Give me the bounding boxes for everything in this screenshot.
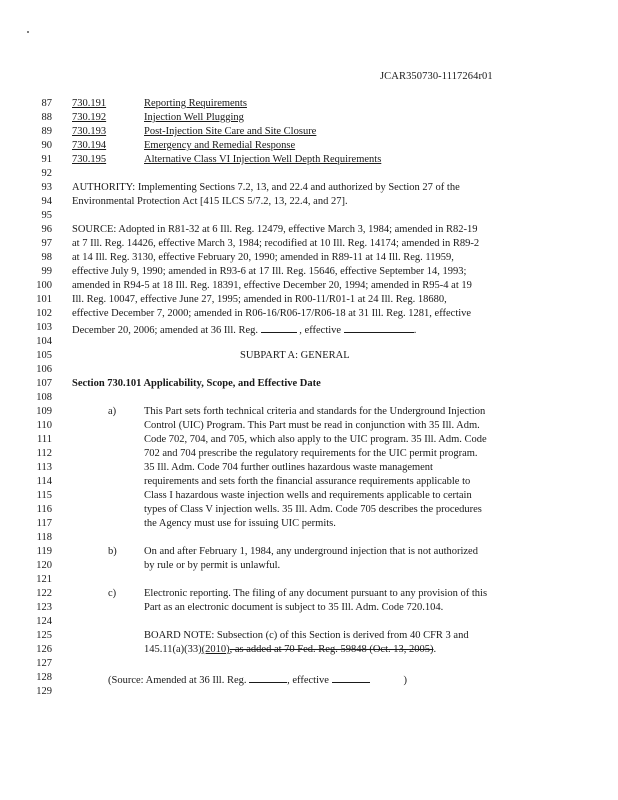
- toc-section-title: Post-Injection Site Care and Site Closure: [144, 126, 317, 137]
- source-line: [0, 307, 618, 321]
- blank-line: [0, 615, 618, 629]
- para-c-text: Part as an electronic document is subject to 35 Ill. Adm. Code 720.104.: [144, 602, 444, 613]
- para-b-text: On and after February 1, 1984, any underground injection that is not authorized: [144, 546, 478, 557]
- line-number: 116: [36, 504, 52, 515]
- board-note-line: [0, 629, 618, 643]
- source-text: effective July 9, 1990; amended in R93-6 at 17 Ill. Reg. 15646, effective September 14, 1993;: [72, 266, 467, 277]
- source-line: [0, 321, 618, 335]
- line-number: 102: [36, 308, 52, 319]
- line-number: 124: [36, 616, 52, 627]
- line-number: 112: [36, 448, 52, 459]
- blank-line: [0, 573, 618, 587]
- line-number: 91: [41, 154, 52, 165]
- authority-line: [0, 195, 618, 209]
- para-c-text: Electronic reporting. The filing of any document pursuant to any provision of this: [144, 588, 488, 599]
- line-number: 94: [41, 196, 52, 207]
- para-a-line: [0, 447, 618, 461]
- para-a-text: Class I hazardous waste injection wells and requirements applicable to certain: [144, 490, 472, 501]
- line-number: 118: [36, 532, 52, 543]
- period: .: [433, 644, 437, 655]
- source-line: [0, 279, 618, 293]
- line-number: 89: [41, 126, 52, 137]
- reg-page-blank: [261, 321, 297, 333]
- para-a-line: [0, 489, 618, 503]
- toc-row: [0, 125, 618, 139]
- toc-section-title: Injection Well Plugging: [144, 112, 244, 123]
- line-number: 105: [36, 350, 52, 361]
- section-heading-line: [0, 377, 618, 391]
- toc-section-title: Reporting Requirements: [144, 98, 247, 109]
- toc-section-title: Emergency and Remedial Response: [144, 140, 296, 151]
- line-number: 106: [36, 364, 52, 375]
- para-a-line: [0, 405, 618, 419]
- toc-section-number: 730.194: [72, 140, 107, 151]
- line-number: 98: [41, 252, 52, 263]
- toc-section-number: 730.193: [72, 126, 107, 137]
- line-number: 107: [36, 378, 52, 389]
- line-number: 120: [36, 560, 52, 571]
- line-number: 87: [41, 98, 52, 109]
- line-number: 125: [36, 630, 52, 641]
- para-a-text: This Part sets forth technical criteria and standards for the Underground Injection: [144, 406, 486, 417]
- para-a-line: [0, 461, 618, 475]
- board-note-line: [0, 643, 618, 657]
- line-number: 99: [41, 266, 52, 277]
- line-number: 122: [36, 588, 52, 599]
- para-b-line: [0, 545, 618, 559]
- para-a-text: Control (UIC) Program. This Part must be read in conjunction with 35 Ill. Adm.: [144, 420, 480, 431]
- scan-speck: [27, 31, 29, 33]
- authority-line: [0, 181, 618, 195]
- source-line: [0, 265, 618, 279]
- line-number: 96: [41, 224, 52, 235]
- line-number: 93: [41, 182, 52, 193]
- line-number: 108: [36, 392, 52, 403]
- para-a-line: [0, 517, 618, 531]
- line-number: 92: [41, 168, 52, 179]
- subpart-line: [0, 349, 618, 363]
- authority-text: Environmental Protection Act [415 ILCS 5/7.2, 13, 22.4, and 27].: [72, 196, 348, 207]
- para-a-text: requirements and sets forth the financial assurance requirements applicable to: [144, 476, 471, 487]
- line-number: 121: [36, 574, 52, 585]
- closing-paren: ): [403, 675, 408, 686]
- source-note-text: (Source: Amended at 36 Ill. Reg.: [108, 675, 247, 686]
- para-b-label: b): [108, 546, 117, 557]
- document-id: JCAR350730-1117264r01: [380, 71, 493, 82]
- source-text: December 20, 2006; amended at 36 Ill. Reg.: [72, 325, 259, 336]
- source-line: [0, 237, 618, 251]
- line-number: 110: [36, 420, 52, 431]
- toc-section-title: Alternative Class VI Injection Well Depth Requirements: [144, 154, 382, 165]
- blank-line: [0, 391, 618, 405]
- line-number: 103: [36, 322, 52, 333]
- line-number: 95: [41, 210, 52, 221]
- period: .: [413, 325, 417, 336]
- para-a-text: Code 702, 704, and 705, which also apply to the UIC program. 35 Ill. Adm. Code: [144, 434, 487, 445]
- source-text: SOURCE: Adopted in R81-32 at 6 Ill. Reg. 12479, effective March 3, 1984; amended in R82-19: [72, 224, 478, 235]
- para-a-line: [0, 475, 618, 489]
- line-number: 113: [36, 462, 52, 473]
- line-number: 111: [37, 434, 52, 445]
- para-c-line: [0, 587, 618, 601]
- para-a-text: 702 and 704 prescribe the regulatory requirements for the UIC permit program.: [144, 448, 478, 459]
- para-a-text: the Agency must use for issuing UIC permits.: [144, 518, 336, 529]
- source-line: [0, 293, 618, 307]
- toc-section-number: 730.191: [72, 98, 107, 109]
- line-number: 126: [36, 644, 52, 655]
- line-number: 115: [36, 490, 52, 501]
- line-number: 128: [36, 672, 52, 683]
- blank-line: [0, 657, 618, 671]
- para-a-line: [0, 419, 618, 433]
- para-b-text: by rule or by permit is unlawful.: [144, 560, 281, 571]
- line-number: 100: [36, 280, 52, 291]
- line-number: 109: [36, 406, 52, 417]
- source-text: at 14 Ill. Reg. 3130, effective February 20, 1990; amended in R89-11 at 14 Ill. Reg. 11959,: [72, 252, 454, 263]
- toc-section-number: 730.195: [72, 154, 107, 165]
- source-text: at 7 Ill. Reg. 14426, effective March 3, 1984; recodified at 10 Ill. Reg. 14174; amended in R89-2: [72, 238, 480, 249]
- section-heading: Section 730.101 Applicability, Scope, and Effective Date: [72, 378, 321, 389]
- para-c-label: c): [108, 588, 117, 599]
- line-number: 88: [41, 112, 52, 123]
- toc-row: [0, 97, 618, 111]
- para-b-line: [0, 559, 618, 573]
- source-line: [0, 251, 618, 265]
- effective-date-blank: [344, 321, 414, 333]
- line-number: 101: [36, 294, 52, 305]
- source-note-line: [0, 671, 618, 685]
- line-number: 117: [36, 518, 52, 529]
- para-a-line: [0, 433, 618, 447]
- line-number: 114: [36, 476, 52, 487]
- board-note-citation: [144, 643, 436, 657]
- reg-page-blank: [249, 671, 287, 683]
- source-text: effective December 7, 2000; amended in R06-16/R06-17/R06-18 at 31 Ill. Reg. 1281, effective: [72, 308, 472, 319]
- source-text: amended in R94-5 at 18 Ill. Reg. 18391, effective December 20, 1994; amended in R95-4 at 19: [72, 280, 472, 291]
- deleted-text: , as added at 70 Fed. Reg. 59848 (Oct. 13, 2005): [229, 644, 434, 655]
- line-number: 129: [36, 686, 52, 697]
- toc-row: [0, 153, 618, 167]
- citation-text: 145.11(a)(33): [144, 644, 202, 655]
- board-note-text: BOARD NOTE: Subsection (c) of this Section is derived from 40 CFR 3 and: [144, 630, 469, 641]
- line-number: 127: [36, 658, 52, 669]
- blank-line: [0, 531, 618, 545]
- para-c-line: [0, 601, 618, 615]
- para-a-line: [0, 503, 618, 517]
- line-number: 123: [36, 602, 52, 613]
- effective-label: , effective: [287, 675, 329, 686]
- para-a-text: 35 Ill. Adm. Code 704 further outlines hazardous waste management: [144, 462, 433, 473]
- blank-line: [0, 685, 618, 699]
- effective-label: , effective: [299, 325, 342, 336]
- line-number: 104: [36, 336, 52, 347]
- line-number: 90: [41, 140, 52, 151]
- toc-row: [0, 111, 618, 125]
- subpart-heading: SUBPART A: GENERAL: [240, 350, 350, 361]
- blank-line: [0, 363, 618, 377]
- line-number: 119: [36, 546, 52, 557]
- para-a-label: a): [108, 406, 117, 417]
- line-number: 97: [41, 238, 52, 249]
- inserted-text: (2010): [201, 644, 230, 655]
- blank-line: [0, 335, 618, 349]
- effective-date-blank: [332, 671, 370, 683]
- toc-row: [0, 139, 618, 153]
- blank-line: [0, 167, 618, 181]
- para-a-text: types of Class V injection wells. 35 Ill. Adm. Code 705 describes the procedures: [144, 504, 482, 515]
- source-text: Ill. Reg. 10047, effective June 27, 1995; amended in R00-11/R01-1 at 24 Ill. Reg. 18680,: [72, 294, 447, 305]
- source-line: [0, 223, 618, 237]
- authority-text: AUTHORITY: Implementing Sections 7.2, 13, and 22.4 and authorized by Section 27 of the: [72, 182, 460, 193]
- blank-line: [0, 209, 618, 223]
- toc-section-number: 730.192: [72, 112, 107, 123]
